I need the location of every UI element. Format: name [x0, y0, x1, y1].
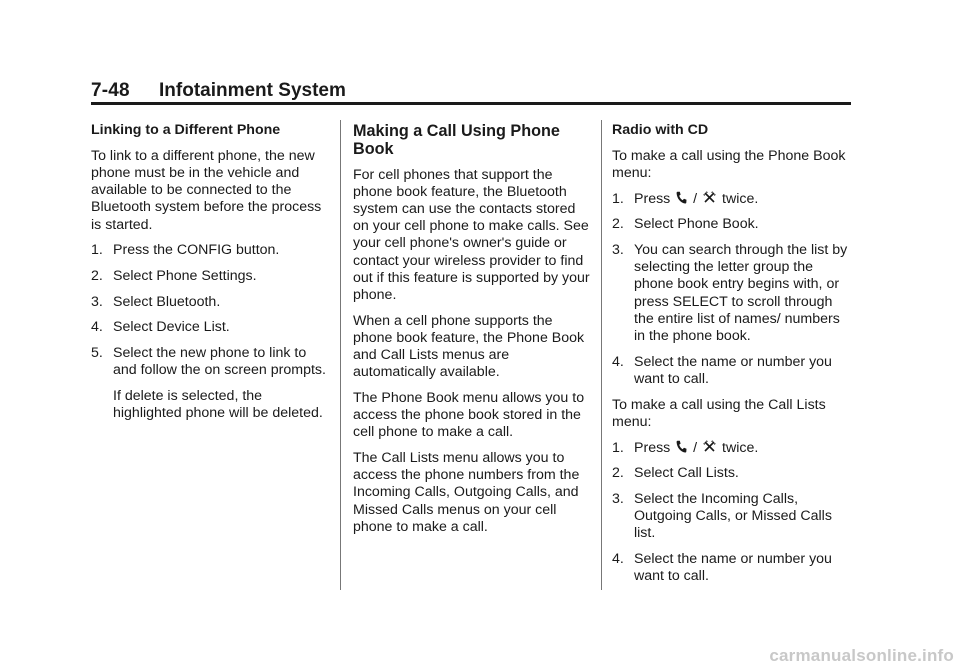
step-text: Select Bluetooth.	[113, 293, 221, 310]
column-2	[353, 122, 591, 545]
step-text	[634, 191, 852, 208]
column-divider-1	[340, 120, 341, 590]
step-text: Select the Incoming Calls, Outgoing Calls, or Missed Calls list.	[634, 490, 832, 542]
step-text: Select the name or number you want to call.	[634, 353, 832, 387]
mute-call-icon	[703, 440, 716, 453]
list-item	[612, 465, 852, 482]
step-number: 4.	[612, 353, 624, 370]
paragraph: The Phone Book menu allows you to access the phone book stored in the cell phone to make a call.	[353, 389, 585, 441]
step-number: 1.	[91, 242, 103, 259]
section-title: Infotainment System	[159, 80, 346, 101]
step-number: 3.	[612, 242, 624, 259]
paragraph-intro: To make a call using the Call Lists menu:	[612, 396, 826, 430]
slash-separator: /	[693, 190, 698, 207]
step-number: 5.	[91, 345, 103, 362]
subheading-radio-cd: Radio with CD	[612, 122, 709, 138]
list-item	[612, 354, 852, 388]
list-item	[91, 345, 333, 422]
step-number: 3.	[612, 490, 624, 507]
paragraph: For cell phones that support the phone book feature, the Bluetooth system can use the contacts stored on your cell phone to make calls. See your cell phone's owner's guide or contact your wireless provider to find out if this feature is supported by your phone.	[353, 166, 590, 303]
list-item	[612, 551, 852, 585]
step-number: 2.	[91, 267, 103, 284]
heading-making-call: Making a Call Using Phone Book	[353, 122, 560, 158]
step-number: 4.	[91, 319, 103, 336]
subheading-linking: Linking to a Different Phone	[91, 122, 281, 138]
step-note: If delete is selected, the highlighted phone will be deleted.	[113, 387, 323, 422]
mute-call-icon	[703, 191, 716, 204]
list-item	[612, 216, 852, 233]
phone-handset-icon	[676, 191, 687, 204]
list-item	[612, 242, 852, 345]
watermark: carmanualsonline.info	[769, 646, 954, 665]
page-header	[91, 80, 851, 102]
step-number: 1.	[612, 190, 624, 207]
page-number: 7-48	[91, 80, 130, 101]
column-1	[91, 122, 333, 431]
after-text: twice.	[722, 190, 759, 207]
paragraph: When a cell phone supports the phone book feature, the Phone Book and Call Lists menus are automatically available.	[353, 312, 585, 381]
step-text: Select Phone Settings.	[113, 267, 257, 284]
phone-handset-icon	[676, 440, 687, 453]
step-text: Press the CONFIG button.	[113, 242, 280, 259]
step-text: You can search through the list by selecting the letter group the phone book entry begins with, or press SELECT to scroll through the entire list of names/ numbers in the phone book.	[634, 242, 848, 345]
column-3	[612, 122, 852, 594]
header-rule	[91, 102, 851, 105]
press-word: Press	[634, 190, 671, 207]
step-number: 4.	[612, 551, 624, 568]
column-divider-2	[601, 120, 602, 590]
step-number: 1.	[612, 439, 624, 456]
paragraph-intro: To make a call using the Phone Book menu:	[612, 147, 846, 181]
list-item	[612, 440, 852, 457]
step-text: Select Device List.	[113, 319, 230, 336]
step-text: Select Phone Book.	[634, 216, 759, 233]
step-number: 3.	[91, 293, 103, 310]
list-item	[91, 319, 333, 336]
list-item	[91, 294, 333, 311]
step-text	[634, 440, 852, 457]
step-body	[113, 345, 333, 422]
step-text: Select the name or number you want to call.	[634, 551, 832, 585]
slash-separator: /	[693, 439, 698, 456]
after-text: twice.	[722, 439, 759, 456]
list-item	[91, 242, 333, 259]
step-text: Select the new phone to link to and follow the on screen prompts.	[113, 345, 326, 379]
list-item	[612, 191, 852, 208]
step-number: 2.	[612, 216, 624, 233]
press-word: Press	[634, 439, 671, 456]
step-text: Select Call Lists.	[634, 465, 739, 482]
list-item	[612, 491, 852, 543]
step-number: 2.	[612, 465, 624, 482]
list-item	[91, 268, 333, 285]
paragraph: The Call Lists menu allows you to access the phone numbers from the Incoming Calls, Outgoing Calls, and Missed Calls menus on your cell phone to make a call.	[353, 450, 580, 535]
paragraph-intro: To link to a different phone, the new phone must be in the vehicle and available to be connected to the Bluetooth system before the process is started.	[91, 147, 322, 233]
